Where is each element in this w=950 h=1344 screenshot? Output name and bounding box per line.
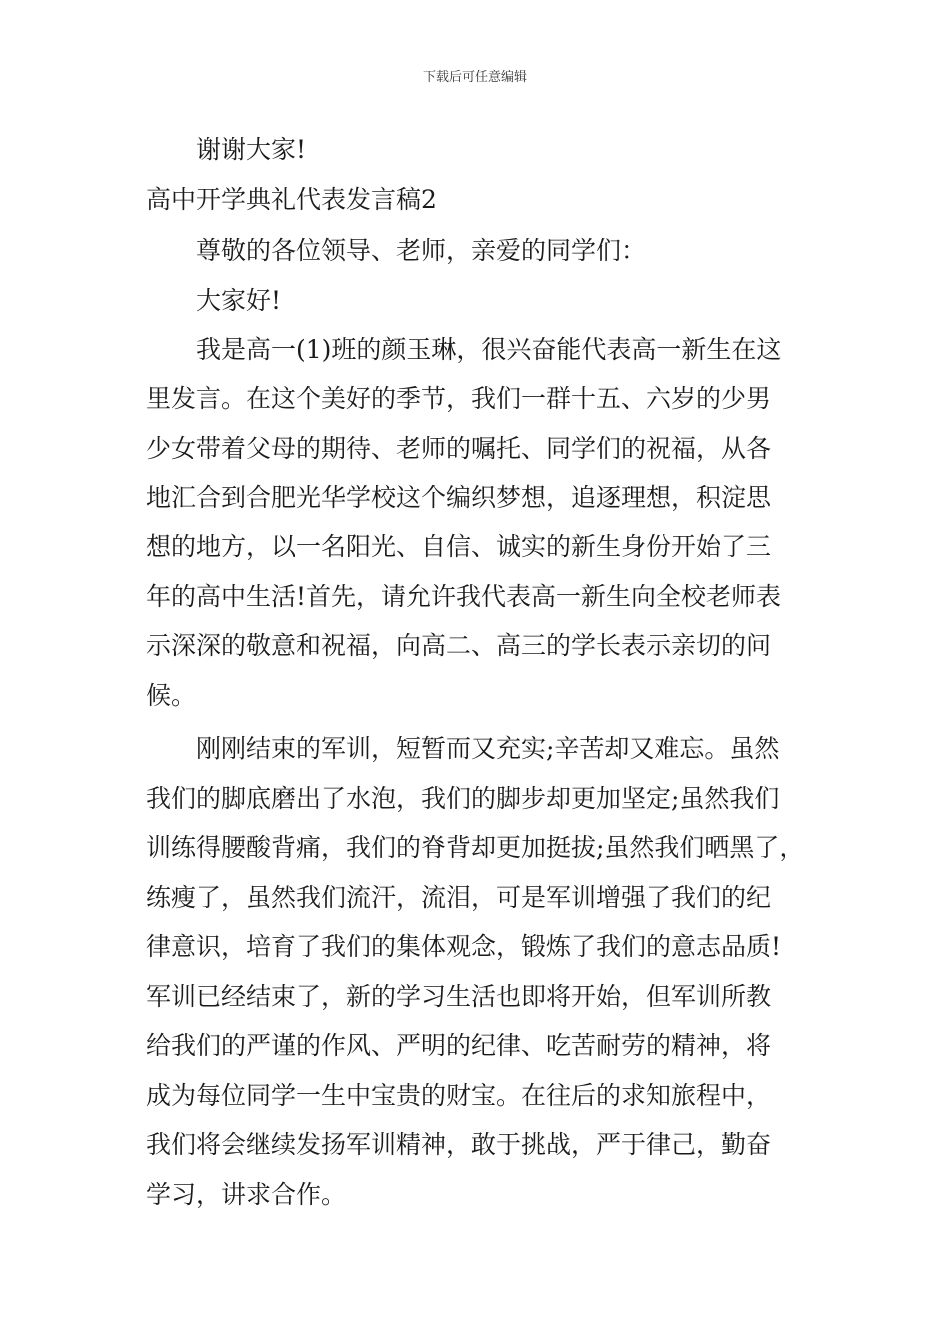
text-line: 练瘦了，虽然我们流汗，流泪，可是军训增强了我们的纪 [146,883,772,912]
text-line: 学习，讲求合作。 [146,1180,347,1209]
text-line: 年的高中生活!首先，请允许我代表高一新生向全校老师表 [146,582,782,611]
text-line: 示深深的敬意和祝福，向高二、高三的学长表示亲切的问 [146,631,772,660]
text-line: 我们将会继续发扬军训精神，敢于挑战，严于律己，勤奋 [146,1130,772,1159]
text-line: 地汇合到合肥光华学校这个编织梦想，追逐理想，积淀思 [146,483,772,512]
text-line: 我是高一(1)班的颜玉琳，很兴奋能代表高一新生在这 [196,335,782,364]
text-line: 谢谢大家! [196,135,307,164]
section-title: 高中开学典礼代表发言稿2 [146,185,437,214]
text-line: 尊敬的各位领导、老师，亲爱的同学们： [196,236,647,265]
text-line: 少女带着父母的期待、老师的嘱托、同学们的祝福，从各 [146,434,772,463]
text-line: 候。 [146,681,197,710]
text-line: 刚刚结束的军训，短暂而又充实;辛苦却又难忘。虽然 [196,734,780,763]
text-line: 成为每位同学一生中宝贵的财宝。在往后的求知旅程中， [146,1081,772,1110]
text-line: 军训已经结束了，新的学习生活也即将开始，但军训所教 [146,982,772,1011]
text-line: 里发言。在这个美好的季节，我们一群十五、六岁的少男 [146,384,772,413]
text-line: 想的地方，以一名阳光、自信、诚实的新生身份开始了三 [146,532,772,561]
text-line: 律意识，培育了我们的集体观念，锻炼了我们的意志品质! [146,932,782,961]
text-line: 我们的脚底磨出了水泡，我们的脚步却更加坚定;虽然我们 [146,784,780,813]
text-line: 大家好! [196,286,282,315]
text-line: 训练得腰酸背痛，我们的脊背却更加挺拔;虽然我们晒黑了， [146,833,805,862]
text-line: 给我们的严谨的作风、严明的纪律、吃苦耐劳的精神，将 [146,1031,772,1060]
page-header: 下载后可任意编辑 [422,70,527,85]
